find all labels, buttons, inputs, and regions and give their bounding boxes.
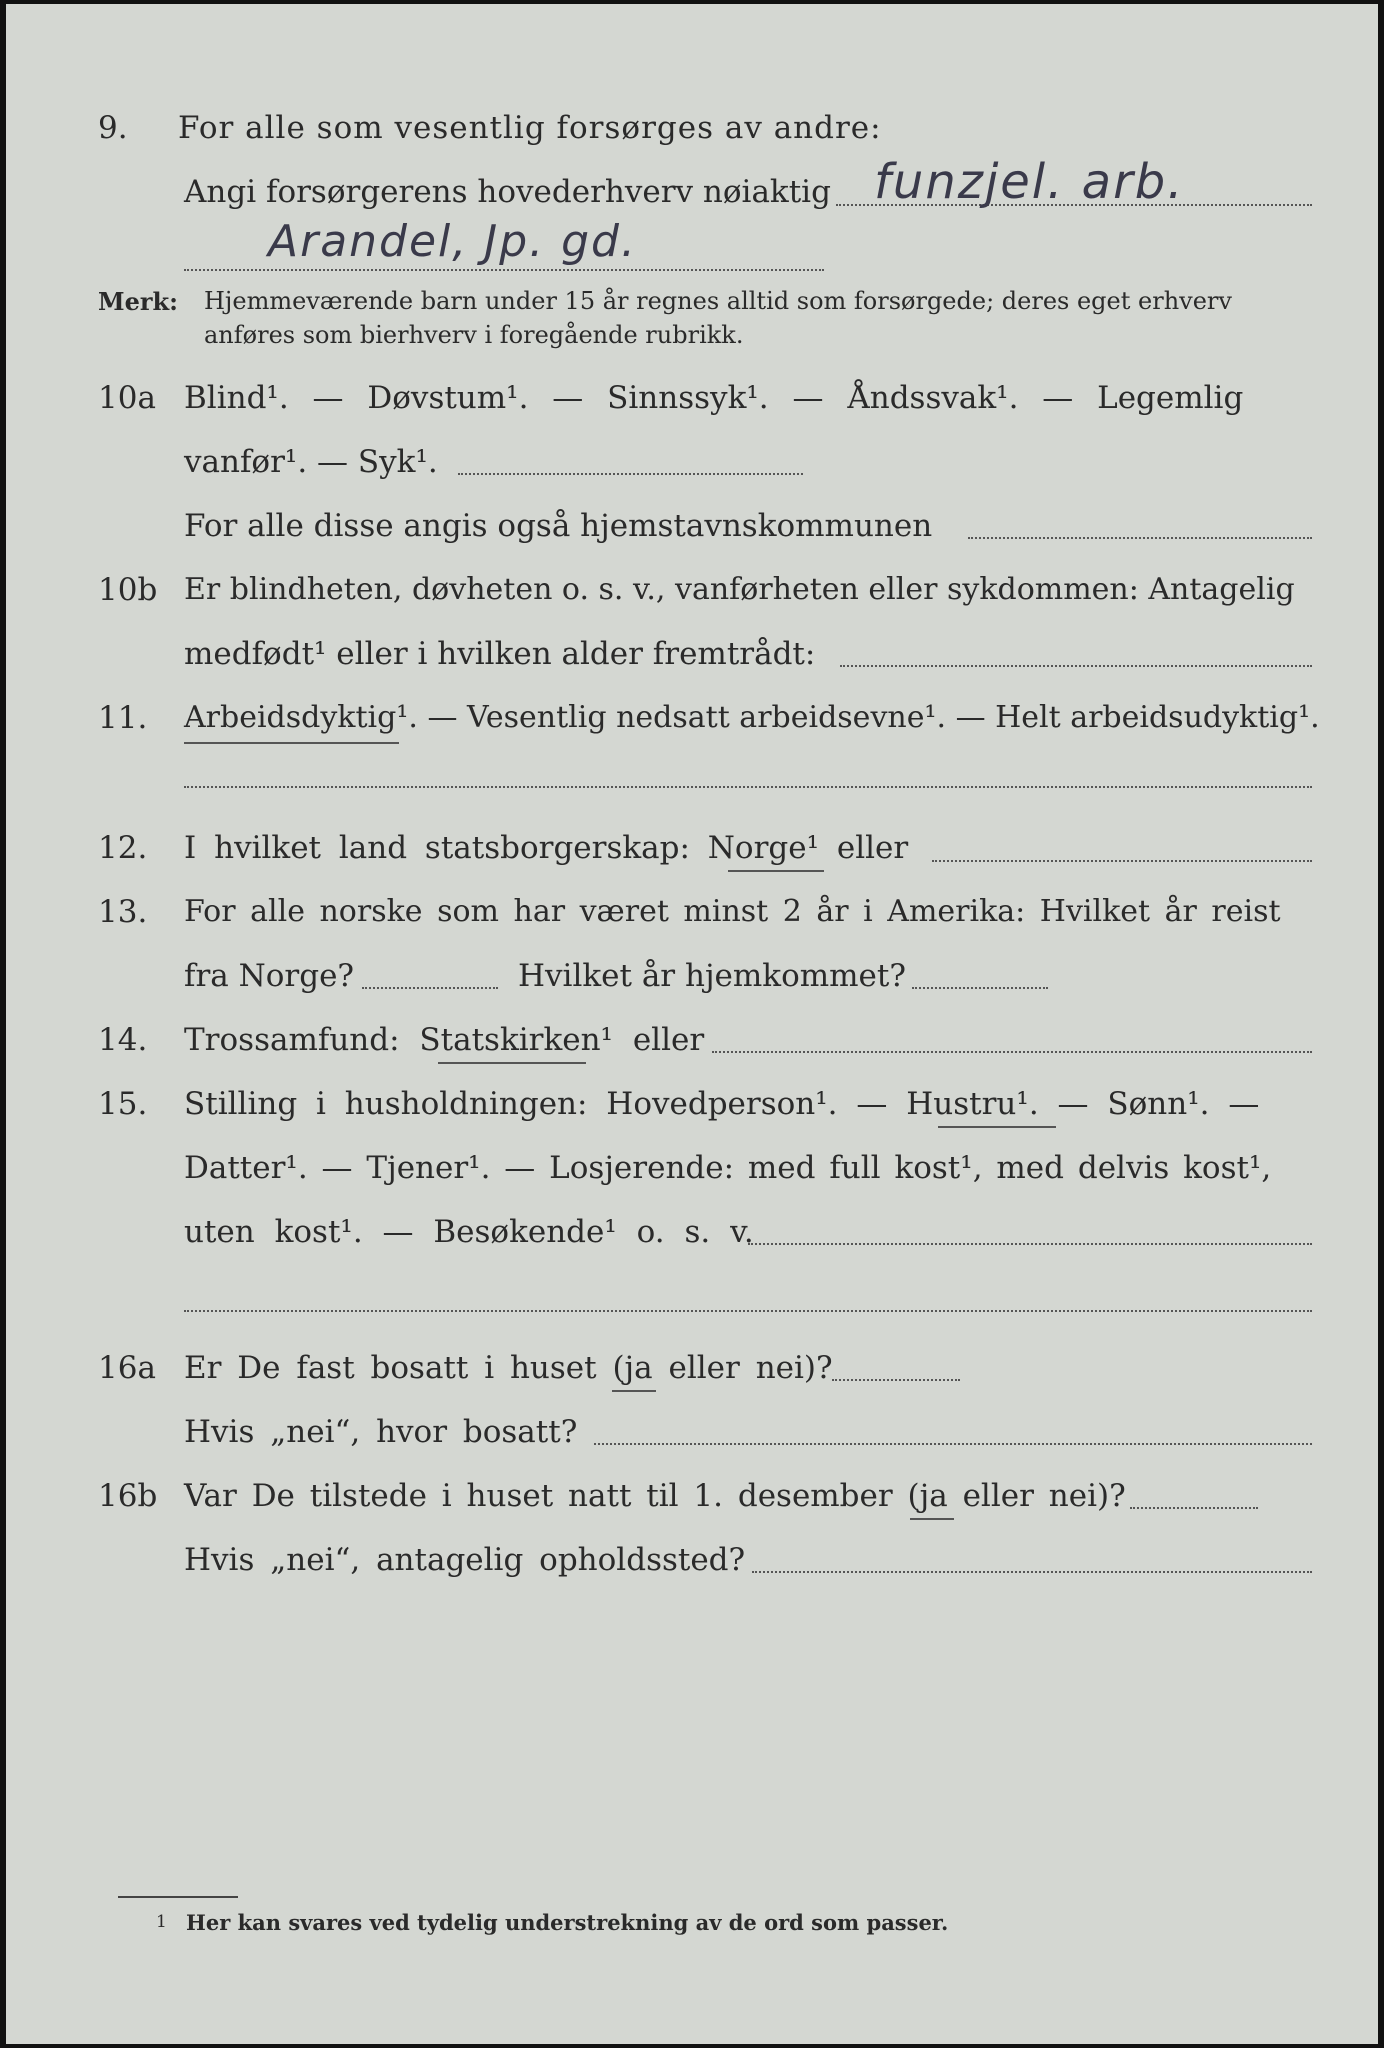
q11-number: 11. (98, 700, 148, 736)
footnote-mark: 1 (156, 1912, 167, 1932)
q16a-fill-line2[interactable] (594, 1443, 1312, 1445)
q10a-line1: Blind¹. — Døvstum¹. — Sinnssyk¹. — Åndssvak¹. — Legemlig (184, 380, 1244, 416)
census-form-page (6, 4, 1378, 2044)
q11-fill[interactable] (184, 786, 1312, 788)
q15-line2: Datter¹. — Tjener¹. — Losjerende: med full kost¹, med delvis kost¹, (184, 1150, 1272, 1186)
q9-answer-handwritten-1: funzjel. arb. (874, 154, 1185, 210)
q12-number: 12. (98, 830, 148, 866)
q16b-fill-line1[interactable] (1130, 1507, 1258, 1509)
q10b-line2: medfødt¹ eller i hvilken alder fremtrådt: (184, 636, 816, 672)
q10b-fill[interactable] (840, 665, 1312, 667)
q10b-number: 10b (98, 572, 158, 608)
q15-line1: Stilling i husholdningen: Hovedperson¹. — Hustru¹. — Sønn¹. — (184, 1086, 1260, 1122)
q16b-number: 16b (98, 1478, 158, 1514)
q9-line1: For alle som vesentlig forsørges av andre: (178, 110, 882, 146)
q16b-line2: Hvis „nei“, antagelig opholdssted? (184, 1542, 746, 1578)
q16b-fill-line2[interactable] (752, 1571, 1312, 1573)
q14-underline-statskirken (438, 1062, 586, 1064)
q10a-fill-hjemstavn[interactable] (968, 537, 1312, 539)
merk-line2: anføres som bierhverv i foregående rubrikk. (204, 321, 744, 349)
q15-underline-hustru (938, 1126, 1056, 1128)
q11-line1: Arbeidsdyktig¹. — Vesentlig nedsatt arbeidsevne¹. — Helt arbeidsudyktig¹. (184, 700, 1320, 735)
q13-fill-reist[interactable] (362, 987, 498, 989)
q13-line2a: fra Norge? (184, 958, 355, 994)
q15-line3: uten kost¹. — Besøkende¹ o. s. v. (184, 1214, 754, 1250)
q16a-number: 16a (98, 1350, 156, 1386)
q9-answer-handwritten-2: Arandel, Jp. gd. (268, 216, 637, 267)
q14-number: 14. (98, 1022, 148, 1058)
q13-line2b: Hvilket år hjemkommet? (518, 958, 906, 994)
q11-underline-arbeidsdyktig (184, 742, 399, 744)
q12-underline-norge (728, 870, 824, 872)
q10b-line1: Er blindheten, døvheten o. s. v., vanførheten eller sykdommen: Antagelig (184, 572, 1295, 607)
q15-fill-line4[interactable] (184, 1310, 1312, 1312)
q10a-line3: For alle disse angis også hjemstavnskommunen (184, 508, 933, 544)
q10a-fill-syk[interactable] (458, 473, 803, 475)
q16a-underline-ja (612, 1390, 656, 1392)
q10a-line2: vanfør¹. — Syk¹. (184, 444, 438, 480)
merk-line1: Hjemmeværende barn under 15 år regnes alltid som forsørgede; deres eget erhverv (204, 287, 1232, 315)
q9-line2: Angi forsørgerens hovederhverv nøiaktig (184, 174, 831, 210)
q13-fill-hjemkommet[interactable] (912, 987, 1048, 989)
q14-fill[interactable] (712, 1051, 1312, 1053)
q16b-underline-ja (910, 1518, 954, 1520)
q16b-line1: Var De tilstede i huset natt til 1. desember (ja eller nei)? (184, 1478, 1126, 1514)
footnote-rule (118, 1896, 238, 1898)
q16a-line2: Hvis „nei“, hvor bosatt? (184, 1414, 578, 1450)
q14-line1: Trossamfund: Statskirken¹ eller (184, 1022, 705, 1058)
q15-number: 15. (98, 1086, 148, 1122)
q13-number: 13. (98, 894, 148, 930)
q15-fill-line3[interactable] (748, 1243, 1312, 1245)
q16a-fill-line1[interactable] (832, 1379, 960, 1381)
q12-fill[interactable] (932, 860, 1312, 862)
q9-fill-line2[interactable] (184, 269, 824, 271)
q13-line1: For alle norske som har været minst 2 år i Amerika: Hvilket år reist (184, 894, 1281, 929)
q10a-number: 10a (98, 380, 156, 416)
q16a-line1: Er De fast bosatt i huset (ja eller nei)? (184, 1350, 833, 1386)
q9-number: 9. (98, 110, 128, 146)
footnote-text: Her kan svares ved tydelig understrekning av de ord som passer. (186, 1910, 949, 1935)
q12-line1: I hvilket land statsborgerskap: Norge¹ eller (184, 830, 909, 866)
merk-label: Merk: (98, 287, 178, 316)
